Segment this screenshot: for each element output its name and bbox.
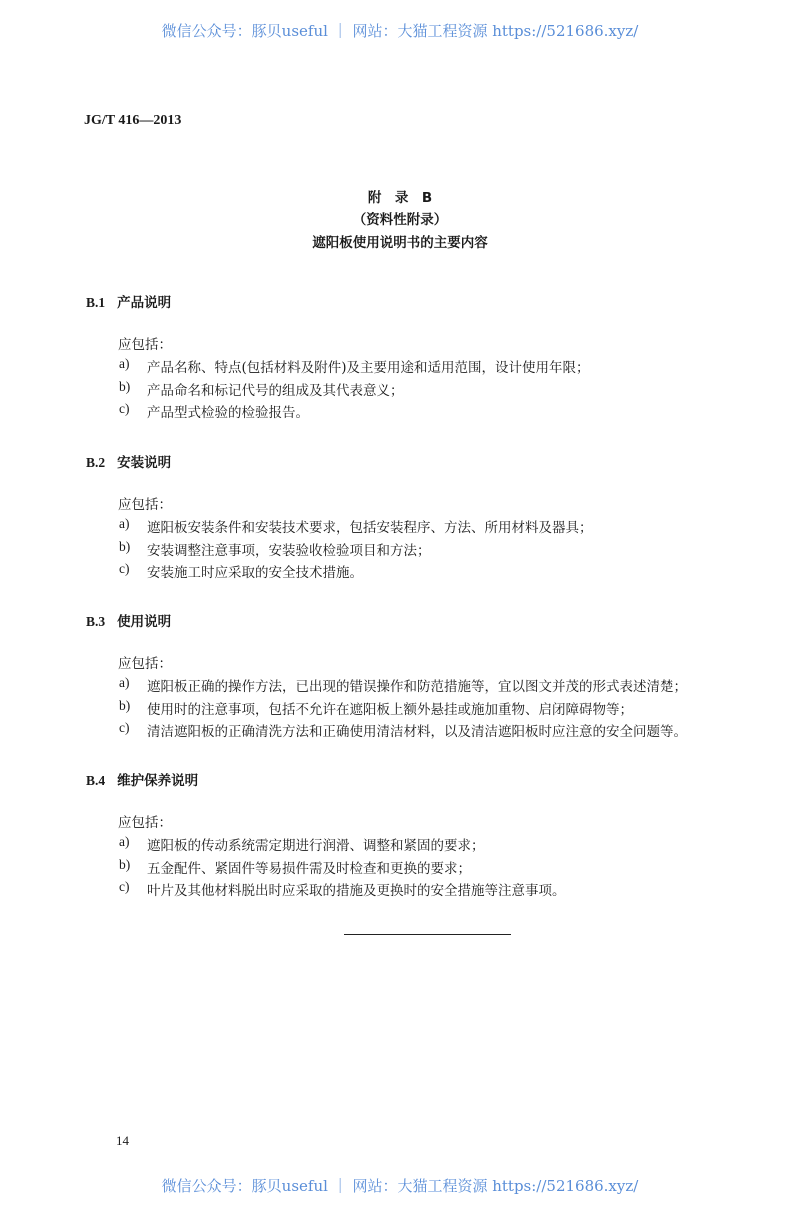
item-label: c) xyxy=(119,879,130,894)
item-text: 遮阳板安装条件和安装技术要求，包括安装程序、方法、所用材料及器具； xyxy=(147,520,593,536)
item-text: 使用时的注意事项，包括不允许在遮阳板上额外悬挂或施加重物、启闭障碍物等； xyxy=(147,701,633,718)
item-text: 清洁遮阳板的正确清洗方法和正确使用清洁材料，以及清洁遮阳板时应注意的安全问题等。 xyxy=(147,724,687,740)
section-heading xyxy=(86,451,766,471)
item-label: b) xyxy=(119,378,131,394)
appendix-title: 遮阳板使用说明书的主要内容 xyxy=(312,235,488,251)
item-text: 安装调整注意事项，安装验收检验项目和方法； xyxy=(147,542,431,559)
section-intro: 应包括： xyxy=(118,337,172,353)
item-text: 遮阳板正确的操作方法，已出现的错误操作和防范措施等，宜以图文并茂的形式表述清楚； xyxy=(147,679,687,695)
list-item xyxy=(86,401,766,424)
end-rule xyxy=(344,934,511,935)
section-b-2 xyxy=(86,451,766,584)
list-item xyxy=(86,834,766,857)
appendix-label: 附 录 B xyxy=(367,190,433,206)
item-label: b) xyxy=(119,697,131,713)
standard-code: JG/T 416—2013 xyxy=(84,113,182,128)
section-title: 安装说明 xyxy=(117,455,172,471)
section-number: B.3 xyxy=(86,614,106,629)
section-heading xyxy=(86,291,766,311)
section-number: B.1 xyxy=(86,295,106,310)
item-label: a) xyxy=(119,675,130,690)
section-b-1 xyxy=(86,291,766,424)
item-label: a) xyxy=(119,834,130,849)
section-intro: 应包括： xyxy=(118,656,172,672)
item-text: 遮阳板的传动系统需定期进行润滑、调整和紧固的要求； xyxy=(147,838,485,854)
item-text: 安装施工时应采取的安全技术措施。 xyxy=(147,565,363,581)
section-title: 产品说明 xyxy=(117,295,172,311)
item-label: b) xyxy=(119,856,131,872)
appendix-type: （资料性附录） xyxy=(352,212,448,228)
section-heading xyxy=(86,610,766,630)
section-intro: 应包括： xyxy=(118,497,172,513)
list-item xyxy=(86,561,766,584)
list-item xyxy=(86,356,766,379)
item-label: a) xyxy=(119,356,130,371)
watermark-bottom: 微信公众号：豚贝useful ｜ 网站：大猫工程资源 https://521686.xyz/ xyxy=(161,1177,639,1195)
section-title: 维护保养说明 xyxy=(117,773,199,789)
list-item xyxy=(86,516,766,539)
list-item xyxy=(86,879,766,902)
item-label: c) xyxy=(119,401,130,416)
page-number: 14 xyxy=(116,1133,129,1148)
section-number: B.4 xyxy=(86,773,106,788)
section-title: 使用说明 xyxy=(117,614,172,630)
item-text: 产品名称、特点(包括材料及附件)及主要用途和适用范围，设计使用年限； xyxy=(147,360,590,376)
section-intro: 应包括： xyxy=(118,815,172,831)
list-item xyxy=(86,857,766,880)
section-number: B.2 xyxy=(86,455,106,470)
list-item xyxy=(86,379,766,402)
watermark-top: 微信公众号：豚贝useful ｜ 网站：大猫工程资源 https://521686.xyz/ xyxy=(161,22,639,40)
item-label: a) xyxy=(119,516,130,531)
item-label: c) xyxy=(119,720,130,735)
section-b-4 xyxy=(86,769,766,902)
list-item xyxy=(86,539,766,562)
section-heading xyxy=(86,769,766,789)
item-text: 产品命名和标记代号的组成及其代表意义； xyxy=(147,382,404,399)
item-text: 五金配件、紧固件等易损件需及时检查和更换的要求； xyxy=(147,860,471,877)
list-item xyxy=(86,698,766,721)
item-text: 产品型式检验的检验报告。 xyxy=(147,405,309,421)
item-text: 叶片及其他材料脱出时应采取的措施及更换时的安全措施等注意事项。 xyxy=(147,883,566,899)
section-b-3 xyxy=(86,610,766,743)
list-item xyxy=(86,675,766,698)
item-label: b) xyxy=(119,538,131,554)
list-item xyxy=(86,720,766,743)
item-label: c) xyxy=(119,561,130,576)
